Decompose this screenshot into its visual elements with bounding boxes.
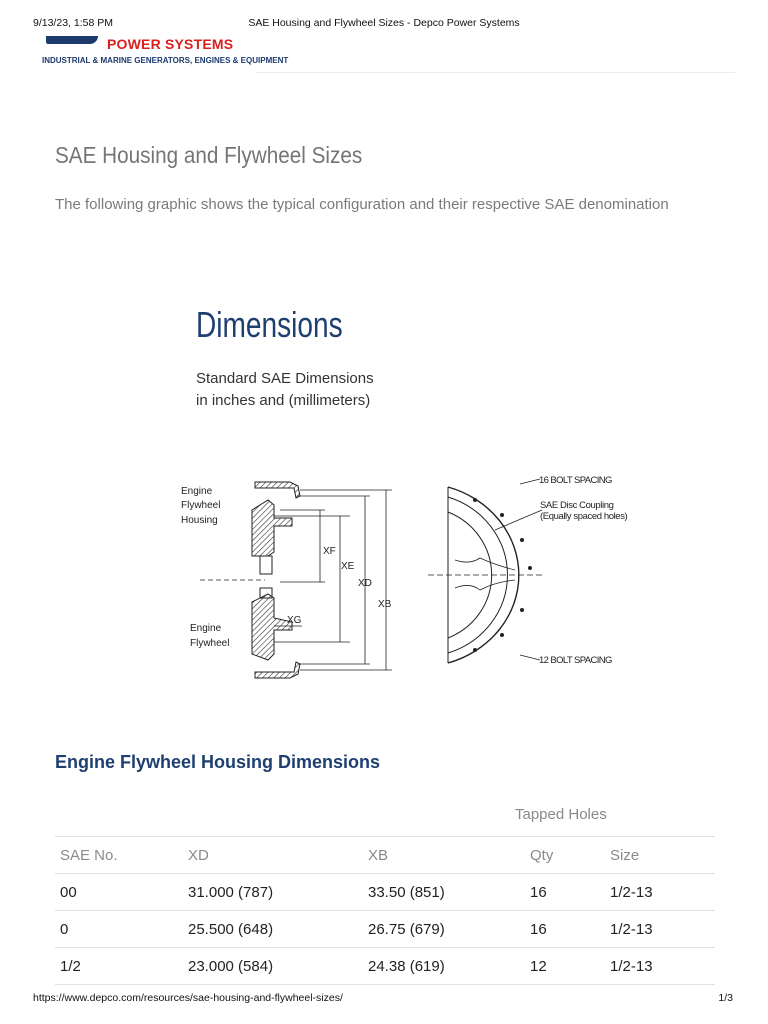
label-housing-2: Flywheel <box>181 500 221 511</box>
cell-xd: 31.000 (787) <box>183 874 363 911</box>
print-url[interactable]: https://www.depco.com/resources/sae-housing-and-flywheel-sizes/ <box>33 992 343 1004</box>
label-housing-3: Housing <box>181 515 218 526</box>
header-divider <box>255 72 735 73</box>
label-housing-1: Engine <box>181 486 213 497</box>
tapped-holes-header: Tapped Holes <box>515 806 607 823</box>
cell-qty: 16 <box>525 874 605 911</box>
cell-xb: 26.75 (679) <box>363 911 525 948</box>
logo-swoosh-icon <box>46 36 98 44</box>
cell-qty: 12 <box>525 948 605 985</box>
print-page-number: 1/3 <box>718 992 733 1004</box>
label-flywheel-1: Engine <box>190 623 222 634</box>
label-16-bolt: 16 BOLT SPACING <box>539 475 612 486</box>
cell-size: 1/2-13 <box>605 948 715 985</box>
figure-subtitle-line2: in inches and (millimeters) <box>196 392 371 409</box>
tapped-holes-header-row <box>55 800 715 837</box>
page-title: SAE Housing and Flywheel Sizes <box>55 142 363 168</box>
cell-xd: 25.500 (648) <box>183 911 363 948</box>
label-12-bolt: 12 BOLT SPACING <box>539 655 612 666</box>
cell-xd: 23.000 (584) <box>183 948 363 985</box>
cell-size: 1/2-13 <box>605 911 715 948</box>
col-xb: XB <box>363 837 525 874</box>
print-title: SAE Housing and Flywheel Sizes - Depco Power Systems <box>248 17 520 29</box>
dimensions-table <box>55 837 715 985</box>
label-xd: XD <box>358 578 372 589</box>
cell-qty: 16 <box>525 911 605 948</box>
disc-coupling-drawing <box>428 479 545 663</box>
figure-title: Dimensions <box>196 304 343 345</box>
figure-subtitle-line1: Standard SAE Dimensions <box>196 370 374 387</box>
flywheel-upper <box>252 500 292 574</box>
label-flywheel-2: Flywheel <box>190 638 230 649</box>
label-xe: XE <box>341 561 355 572</box>
cell-size: 1/2-13 <box>605 874 715 911</box>
label-xg: XG <box>287 615 302 626</box>
label-coupling-2: (Equally spaced holes) <box>540 511 628 522</box>
table-row <box>55 874 715 911</box>
col-qty: Qty <box>525 837 605 874</box>
depco-logo[interactable] <box>42 34 289 70</box>
flywheel-lower <box>252 588 292 660</box>
label-xf: XF <box>323 546 336 557</box>
section-heading: Engine Flywheel Housing Dimensions <box>55 752 381 772</box>
cell-xb: 33.50 (851) <box>363 874 525 911</box>
housing-dimensions-table <box>55 800 715 985</box>
table-row <box>55 948 715 985</box>
print-date: 9/13/23, 1:58 PM <box>33 17 113 29</box>
table-row <box>55 911 715 948</box>
cell-sae-no: 00 <box>55 874 183 911</box>
label-xb: XB <box>378 599 392 610</box>
logo-tagline: INDUSTRIAL & MARINE GENERATORS, ENGINES & EQUIPMENT <box>42 56 289 65</box>
logo-brand: POWER SYSTEMS <box>107 36 234 52</box>
col-sae-no: SAE No. <box>55 837 183 874</box>
intro-text: The following graphic shows the typical configuration and their respective SAE denomination <box>55 196 669 213</box>
cell-xb: 24.38 (619) <box>363 948 525 985</box>
figure-subtitle <box>196 368 374 412</box>
table-header-row <box>55 837 715 874</box>
cell-sae-no: 0 <box>55 911 183 948</box>
col-xd: XD <box>183 837 363 874</box>
col-size: Size <box>605 837 715 874</box>
label-coupling-1: SAE Disc Coupling <box>540 500 614 511</box>
cell-sae-no: 1/2 <box>55 948 183 985</box>
sae-dimension-diagram <box>170 470 640 695</box>
